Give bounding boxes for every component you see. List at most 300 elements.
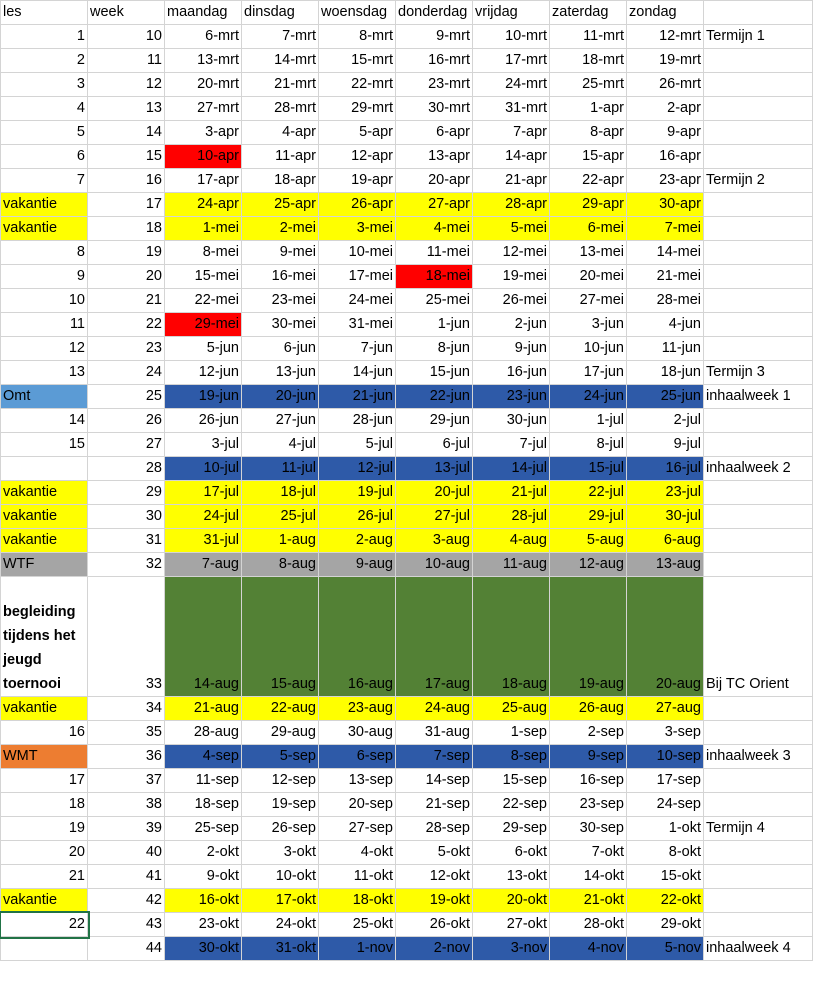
cell-les[interactable]: 16 (1, 721, 88, 745)
cell-date[interactable]: 16-jun (473, 361, 550, 385)
cell-date[interactable]: 30-aug (319, 721, 396, 745)
cell-date[interactable]: 21-aug (165, 697, 242, 721)
cell-date[interactable]: 11-apr (242, 145, 319, 169)
cell-date[interactable]: 20-aug (627, 577, 704, 697)
cell-date[interactable]: 6-jun (242, 337, 319, 361)
cell-les[interactable] (1, 937, 88, 961)
cell-date[interactable]: 25-aug (473, 697, 550, 721)
cell-week[interactable]: 23 (88, 337, 165, 361)
cell-les[interactable]: 5 (1, 121, 88, 145)
cell-date[interactable]: 2-jun (473, 313, 550, 337)
cell-date[interactable]: 8-jul (550, 433, 627, 457)
cell-date[interactable]: 23-mrt (396, 73, 473, 97)
cell-date[interactable]: 25-sep (165, 817, 242, 841)
cell-date[interactable]: 1-nov (319, 937, 396, 961)
cell-date[interactable]: 25-jun (627, 385, 704, 409)
cell-date[interactable]: 21-sep (396, 793, 473, 817)
header-cell-zondag[interactable]: zondag (627, 1, 704, 25)
cell-date[interactable]: 10-sep (627, 745, 704, 769)
cell-date[interactable]: 7-aug (165, 553, 242, 577)
cell-date[interactable]: 10-jul (165, 457, 242, 481)
cell-date[interactable]: 7-mrt (242, 25, 319, 49)
cell-date[interactable]: 3-apr (165, 121, 242, 145)
cell-date[interactable]: 26-jul (319, 505, 396, 529)
cell-date[interactable]: 31-aug (396, 721, 473, 745)
cell-les[interactable]: begleiding tijdens het jeugd toernooi (1, 577, 88, 697)
cell-week[interactable]: 39 (88, 817, 165, 841)
cell-les[interactable]: WMT (1, 745, 88, 769)
cell-week[interactable]: 32 (88, 553, 165, 577)
cell-date[interactable]: 1-sep (473, 721, 550, 745)
cell-date[interactable]: 19-apr (319, 169, 396, 193)
cell-date[interactable]: 14-sep (396, 769, 473, 793)
cell-date[interactable]: 9-aug (319, 553, 396, 577)
cell-date[interactable]: 3-aug (396, 529, 473, 553)
cell-week[interactable]: 11 (88, 49, 165, 73)
cell-les[interactable]: 6 (1, 145, 88, 169)
cell-date[interactable]: 23-apr (627, 169, 704, 193)
cell-date[interactable]: 19-aug (550, 577, 627, 697)
cell-date[interactable]: 17-jul (165, 481, 242, 505)
cell-date[interactable]: 28-jul (473, 505, 550, 529)
cell-date[interactable]: 11-aug (473, 553, 550, 577)
cell-date[interactable]: 23-jun (473, 385, 550, 409)
cell-date[interactable]: 12-mrt (627, 25, 704, 49)
cell-date[interactable]: 28-aug (165, 721, 242, 745)
cell-les[interactable]: vakantie (1, 505, 88, 529)
cell-date[interactable]: 2-mei (242, 217, 319, 241)
cell-date[interactable]: 30-jul (627, 505, 704, 529)
cell-date[interactable]: 12-sep (242, 769, 319, 793)
cell-date[interactable]: 30-okt (165, 937, 242, 961)
cell-date[interactable]: 8-aug (242, 553, 319, 577)
cell-note[interactable] (704, 793, 813, 817)
cell-date[interactable]: 15-mei (165, 265, 242, 289)
cell-date[interactable]: 14-jul (473, 457, 550, 481)
cell-date[interactable]: 28-mei (627, 289, 704, 313)
cell-date[interactable]: 27-mei (550, 289, 627, 313)
cell-les[interactable]: 1 (1, 25, 88, 49)
cell-les[interactable]: 2 (1, 49, 88, 73)
cell-date[interactable]: 11-okt (319, 865, 396, 889)
cell-date[interactable]: 4-apr (242, 121, 319, 145)
cell-week[interactable]: 29 (88, 481, 165, 505)
cell-note[interactable] (704, 73, 813, 97)
cell-week[interactable]: 31 (88, 529, 165, 553)
cell-date[interactable]: 9-mei (242, 241, 319, 265)
cell-date[interactable]: 25-mei (396, 289, 473, 313)
cell-date[interactable]: 23-aug (319, 697, 396, 721)
cell-note[interactable] (704, 913, 813, 937)
cell-date[interactable]: 5-apr (319, 121, 396, 145)
cell-date[interactable]: 10-jun (550, 337, 627, 361)
cell-date[interactable]: 4-aug (473, 529, 550, 553)
cell-date[interactable]: 1-okt (627, 817, 704, 841)
cell-date[interactable]: 29-aug (242, 721, 319, 745)
cell-week[interactable]: 27 (88, 433, 165, 457)
cell-date[interactable]: 5-jul (319, 433, 396, 457)
cell-date[interactable]: 16-sep (550, 769, 627, 793)
cell-week[interactable]: 16 (88, 169, 165, 193)
cell-les[interactable]: 9 (1, 265, 88, 289)
cell-week[interactable]: 18 (88, 217, 165, 241)
cell-week[interactable]: 17 (88, 193, 165, 217)
cell-date[interactable]: 24-mei (319, 289, 396, 313)
cell-les[interactable]: 8 (1, 241, 88, 265)
cell-note[interactable]: Termijn 1 (704, 25, 813, 49)
cell-note[interactable] (704, 769, 813, 793)
cell-date[interactable]: 4-sep (165, 745, 242, 769)
cell-note[interactable]: Termijn 4 (704, 817, 813, 841)
cell-date[interactable]: 21-mrt (242, 73, 319, 97)
cell-date[interactable]: 22-mrt (319, 73, 396, 97)
cell-date[interactable]: 4-okt (319, 841, 396, 865)
cell-date[interactable]: 14-mei (627, 241, 704, 265)
cell-date[interactable]: 15-okt (627, 865, 704, 889)
cell-note[interactable] (704, 409, 813, 433)
cell-date[interactable]: 13-mei (550, 241, 627, 265)
cell-date[interactable]: 19-mei (473, 265, 550, 289)
cell-date[interactable]: 21-jul (473, 481, 550, 505)
cell-les[interactable]: Omt (1, 385, 88, 409)
cell-date[interactable]: 10-aug (396, 553, 473, 577)
cell-note[interactable] (704, 97, 813, 121)
cell-date[interactable]: 15-sep (473, 769, 550, 793)
cell-date[interactable]: 13-jul (396, 457, 473, 481)
cell-note[interactable]: Termijn 3 (704, 361, 813, 385)
cell-date[interactable]: 20-jun (242, 385, 319, 409)
cell-week[interactable]: 33 (88, 577, 165, 697)
cell-les[interactable]: vakantie (1, 193, 88, 217)
cell-date[interactable]: 30-mrt (396, 97, 473, 121)
cell-week[interactable]: 41 (88, 865, 165, 889)
cell-date[interactable]: 4-jul (242, 433, 319, 457)
cell-date[interactable]: 26-jun (165, 409, 242, 433)
cell-date[interactable]: 16-mei (242, 265, 319, 289)
cell-les[interactable]: vakantie (1, 217, 88, 241)
cell-week[interactable]: 30 (88, 505, 165, 529)
cell-date[interactable]: 2-jul (627, 409, 704, 433)
cell-date[interactable]: 15-jul (550, 457, 627, 481)
cell-date[interactable]: 24-sep (627, 793, 704, 817)
cell-date[interactable]: 17-mrt (473, 49, 550, 73)
cell-date[interactable]: 20-sep (319, 793, 396, 817)
cell-note[interactable] (704, 49, 813, 73)
cell-date[interactable]: 5-jun (165, 337, 242, 361)
cell-date[interactable]: 12-jun (165, 361, 242, 385)
cell-note[interactable] (704, 217, 813, 241)
cell-date[interactable]: 17-apr (165, 169, 242, 193)
cell-date[interactable]: 23-okt (165, 913, 242, 937)
cell-date[interactable]: 19-jun (165, 385, 242, 409)
cell-date[interactable]: 4-jun (627, 313, 704, 337)
cell-date[interactable]: 19-okt (396, 889, 473, 913)
cell-date[interactable]: 26-mei (473, 289, 550, 313)
cell-les[interactable]: 18 (1, 793, 88, 817)
cell-date[interactable]: 7-sep (396, 745, 473, 769)
cell-date[interactable]: 18-okt (319, 889, 396, 913)
cell-date[interactable]: 8-sep (473, 745, 550, 769)
cell-date[interactable]: 22-aug (242, 697, 319, 721)
header-cell-week[interactable]: week (88, 1, 165, 25)
cell-les[interactable]: 11 (1, 313, 88, 337)
cell-date[interactable]: 14-aug (165, 577, 242, 697)
cell-date[interactable]: 23-jul (627, 481, 704, 505)
cell-date[interactable]: 1-jun (396, 313, 473, 337)
cell-date[interactable]: 6-jul (396, 433, 473, 457)
cell-date[interactable]: 16-jul (627, 457, 704, 481)
cell-date[interactable]: 4-mei (396, 217, 473, 241)
cell-les[interactable]: 10 (1, 289, 88, 313)
cell-date[interactable]: 29-jun (396, 409, 473, 433)
cell-week[interactable]: 34 (88, 697, 165, 721)
cell-date[interactable]: 8-jun (396, 337, 473, 361)
cell-date[interactable]: 6-aug (627, 529, 704, 553)
cell-week[interactable]: 42 (88, 889, 165, 913)
cell-date[interactable]: 15-aug (242, 577, 319, 697)
cell-date[interactable]: 2-nov (396, 937, 473, 961)
cell-date[interactable]: 11-sep (165, 769, 242, 793)
cell-les[interactable]: WTF (1, 553, 88, 577)
cell-date[interactable]: 27-aug (627, 697, 704, 721)
cell-date[interactable]: 20-mei (550, 265, 627, 289)
cell-date[interactable]: 27-mrt (165, 97, 242, 121)
cell-date[interactable]: 10-mrt (473, 25, 550, 49)
cell-date[interactable]: 31-okt (242, 937, 319, 961)
cell-date[interactable]: 1-aug (242, 529, 319, 553)
cell-date[interactable]: 5-nov (627, 937, 704, 961)
cell-note[interactable] (704, 505, 813, 529)
cell-les[interactable]: vakantie (1, 889, 88, 913)
cell-date[interactable]: 10-okt (242, 865, 319, 889)
cell-week[interactable]: 19 (88, 241, 165, 265)
cell-date[interactable]: 29-mrt (319, 97, 396, 121)
cell-date[interactable]: 21-apr (473, 169, 550, 193)
cell-date[interactable]: 9-jul (627, 433, 704, 457)
cell-les[interactable]: 20 (1, 841, 88, 865)
cell-date[interactable]: 20-okt (473, 889, 550, 913)
cell-date[interactable]: 19-jul (319, 481, 396, 505)
cell-date[interactable]: 22-jun (396, 385, 473, 409)
cell-week[interactable]: 12 (88, 73, 165, 97)
cell-date[interactable]: 27-okt (473, 913, 550, 937)
header-cell-notes[interactable] (704, 1, 813, 25)
cell-week[interactable]: 36 (88, 745, 165, 769)
cell-les[interactable]: 17 (1, 769, 88, 793)
cell-date[interactable]: 18-mei (396, 265, 473, 289)
cell-date[interactable]: 2-sep (550, 721, 627, 745)
cell-note[interactable] (704, 193, 813, 217)
cell-date[interactable]: 26-sep (242, 817, 319, 841)
cell-les[interactable]: vakantie (1, 697, 88, 721)
cell-date[interactable]: 7-jul (473, 433, 550, 457)
cell-date[interactable]: 30-sep (550, 817, 627, 841)
cell-date[interactable]: 13-sep (319, 769, 396, 793)
cell-date[interactable]: 18-aug (473, 577, 550, 697)
cell-date[interactable]: 22-apr (550, 169, 627, 193)
cell-les[interactable]: 15 (1, 433, 88, 457)
cell-week[interactable]: 40 (88, 841, 165, 865)
cell-les[interactable]: vakantie (1, 481, 88, 505)
cell-date[interactable]: 29-sep (473, 817, 550, 841)
header-cell-dinsdag[interactable]: dinsdag (242, 1, 319, 25)
cell-date[interactable]: 8-okt (627, 841, 704, 865)
cell-note[interactable] (704, 313, 813, 337)
cell-date[interactable]: 13-mrt (165, 49, 242, 73)
cell-date[interactable]: 13-apr (396, 145, 473, 169)
cell-date[interactable]: 11-jul (242, 457, 319, 481)
cell-date[interactable]: 28-sep (396, 817, 473, 841)
cell-week[interactable]: 21 (88, 289, 165, 313)
cell-week[interactable]: 10 (88, 25, 165, 49)
cell-week[interactable]: 38 (88, 793, 165, 817)
cell-note[interactable] (704, 865, 813, 889)
cell-note[interactable]: Bij TC Orient (704, 577, 813, 697)
cell-date[interactable]: 9-mrt (396, 25, 473, 49)
cell-date[interactable]: 24-okt (242, 913, 319, 937)
cell-les[interactable]: 3 (1, 73, 88, 97)
cell-date[interactable]: 6-sep (319, 745, 396, 769)
cell-date[interactable]: 12-okt (396, 865, 473, 889)
cell-date[interactable]: 27-apr (396, 193, 473, 217)
cell-date[interactable]: 21-jun (319, 385, 396, 409)
cell-date[interactable]: 10-apr (165, 145, 242, 169)
cell-date[interactable]: 13-aug (627, 553, 704, 577)
cell-date[interactable]: 7-mei (627, 217, 704, 241)
cell-date[interactable]: 18-jul (242, 481, 319, 505)
cell-note[interactable] (704, 721, 813, 745)
header-cell-vrijdag[interactable]: vrijdag (473, 1, 550, 25)
cell-date[interactable]: 7-jun (319, 337, 396, 361)
cell-date[interactable]: 16-aug (319, 577, 396, 697)
cell-date[interactable]: 7-apr (473, 121, 550, 145)
cell-date[interactable]: 2-okt (165, 841, 242, 865)
cell-date[interactable]: 12-jul (319, 457, 396, 481)
cell-date[interactable]: 20-mrt (165, 73, 242, 97)
cell-date[interactable]: 27-sep (319, 817, 396, 841)
cell-les[interactable] (1, 457, 88, 481)
cell-date[interactable]: 18-apr (242, 169, 319, 193)
cell-date[interactable]: 12-aug (550, 553, 627, 577)
cell-date[interactable]: 7-okt (550, 841, 627, 865)
header-cell-zaterdag[interactable]: zaterdag (550, 1, 627, 25)
cell-date[interactable]: 26-okt (396, 913, 473, 937)
cell-date[interactable]: 28-apr (473, 193, 550, 217)
cell-date[interactable]: 4-nov (550, 937, 627, 961)
cell-date[interactable]: 24-jul (165, 505, 242, 529)
cell-date[interactable]: 15-jun (396, 361, 473, 385)
cell-date[interactable]: 19-mrt (627, 49, 704, 73)
cell-date[interactable]: 31-jul (165, 529, 242, 553)
cell-date[interactable]: 19-sep (242, 793, 319, 817)
cell-note[interactable] (704, 841, 813, 865)
cell-date[interactable]: 13-jun (242, 361, 319, 385)
cell-note[interactable]: inhaalweek 3 (704, 745, 813, 769)
cell-date[interactable]: 3-okt (242, 841, 319, 865)
cell-note[interactable] (704, 241, 813, 265)
cell-date[interactable]: 27-jun (242, 409, 319, 433)
cell-week[interactable]: 15 (88, 145, 165, 169)
cell-date[interactable]: 11-jun (627, 337, 704, 361)
cell-date[interactable]: 2-aug (319, 529, 396, 553)
cell-date[interactable]: 25-apr (242, 193, 319, 217)
cell-date[interactable]: 5-okt (396, 841, 473, 865)
cell-les[interactable]: 7 (1, 169, 88, 193)
cell-date[interactable]: 30-jun (473, 409, 550, 433)
cell-week[interactable]: 13 (88, 97, 165, 121)
cell-date[interactable]: 29-okt (627, 913, 704, 937)
cell-les[interactable]: 14 (1, 409, 88, 433)
cell-week[interactable]: 26 (88, 409, 165, 433)
cell-note[interactable] (704, 553, 813, 577)
cell-date[interactable]: 23-sep (550, 793, 627, 817)
cell-date[interactable]: 18-sep (165, 793, 242, 817)
cell-date[interactable]: 22-jul (550, 481, 627, 505)
cell-week[interactable]: 20 (88, 265, 165, 289)
cell-week[interactable]: 35 (88, 721, 165, 745)
cell-date[interactable]: 10-mei (319, 241, 396, 265)
cell-date[interactable]: 12-apr (319, 145, 396, 169)
cell-date[interactable]: 27-jul (396, 505, 473, 529)
cell-date[interactable]: 6-apr (396, 121, 473, 145)
cell-date[interactable]: 8-mei (165, 241, 242, 265)
cell-note[interactable]: inhaalweek 4 (704, 937, 813, 961)
cell-note[interactable] (704, 121, 813, 145)
cell-note[interactable]: Termijn 2 (704, 169, 813, 193)
cell-date[interactable]: 25-jul (242, 505, 319, 529)
cell-date[interactable]: 2-apr (627, 97, 704, 121)
cell-date[interactable]: 28-okt (550, 913, 627, 937)
cell-les[interactable]: 12 (1, 337, 88, 361)
cell-date[interactable]: 14-mrt (242, 49, 319, 73)
cell-note[interactable] (704, 889, 813, 913)
cell-date[interactable]: 9-apr (627, 121, 704, 145)
cell-date[interactable]: 14-jun (319, 361, 396, 385)
cell-date[interactable]: 14-apr (473, 145, 550, 169)
cell-date[interactable]: 5-aug (550, 529, 627, 553)
cell-date[interactable]: 25-okt (319, 913, 396, 937)
cell-week[interactable]: 28 (88, 457, 165, 481)
cell-date[interactable]: 3-nov (473, 937, 550, 961)
cell-les[interactable]: 13 (1, 361, 88, 385)
cell-date[interactable]: 3-sep (627, 721, 704, 745)
header-cell-maandag[interactable]: maandag (165, 1, 242, 25)
cell-date[interactable]: 24-mrt (473, 73, 550, 97)
cell-date[interactable]: 29-mei (165, 313, 242, 337)
cell-date[interactable]: 29-apr (550, 193, 627, 217)
cell-date[interactable]: 9-sep (550, 745, 627, 769)
cell-date[interactable]: 15-mrt (319, 49, 396, 73)
cell-date[interactable]: 3-jun (550, 313, 627, 337)
cell-date[interactable]: 16-apr (627, 145, 704, 169)
cell-date[interactable]: 24-jun (550, 385, 627, 409)
cell-date[interactable]: 17-sep (627, 769, 704, 793)
cell-les[interactable]: 22 (1, 913, 88, 937)
cell-date[interactable]: 6-mrt (165, 25, 242, 49)
cell-note[interactable] (704, 697, 813, 721)
cell-note[interactable] (704, 529, 813, 553)
cell-date[interactable]: 21-okt (550, 889, 627, 913)
cell-date[interactable]: 25-mrt (550, 73, 627, 97)
cell-date[interactable]: 17-mei (319, 265, 396, 289)
cell-note[interactable] (704, 145, 813, 169)
cell-les[interactable]: 21 (1, 865, 88, 889)
cell-date[interactable]: 30-apr (627, 193, 704, 217)
cell-date[interactable]: 17-aug (396, 577, 473, 697)
cell-note[interactable]: inhaalweek 1 (704, 385, 813, 409)
cell-les[interactable]: vakantie (1, 529, 88, 553)
cell-date[interactable]: 13-okt (473, 865, 550, 889)
